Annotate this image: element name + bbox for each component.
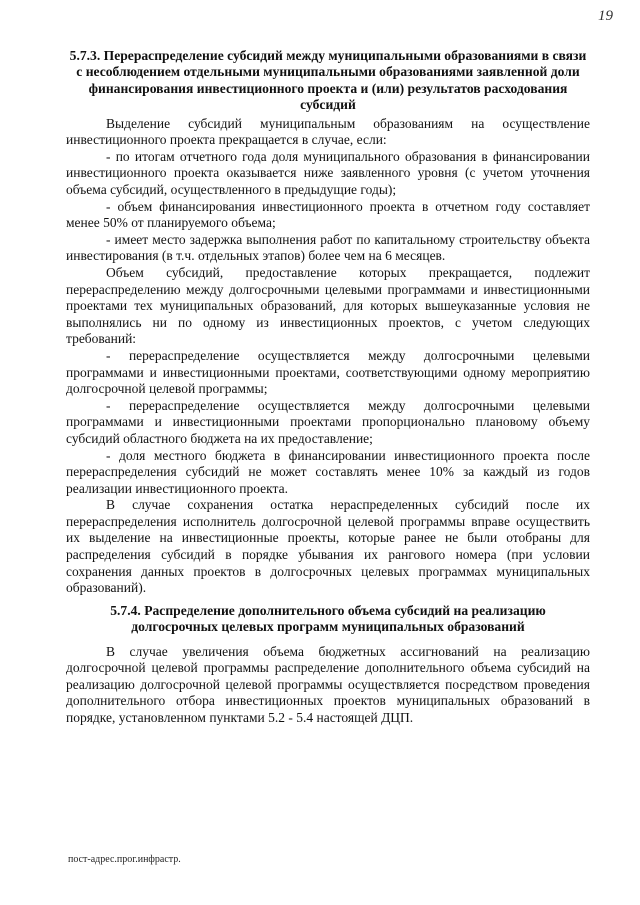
list-item: - доля местного бюджета в финансировании инвестиционного проекта после перераспределения субсидий не может составлять менее 10% за каждый из годов реализации инвестиционного проекта. xyxy=(66,447,590,496)
list-item: - перераспределение осуществляется между долгосрочными целевыми программами и инвестиционными проектами, соответствующими одному мероприятию долгосрочной целевой программы; xyxy=(66,347,590,397)
section-574-heading: 5.7.4. Распределение дополнительного объема субсидий на реализацию долгосрочных целевых программ муниципальных образований xyxy=(110,602,546,635)
footer-filename: пост-адрес.прог.инфрастр. xyxy=(68,854,181,865)
list-item: - перераспределение осуществляется между долгосрочными целевыми программами и инвестиционными проектами пропорционально плановому объему субсидий областного бюджета на их предоставление; xyxy=(66,397,590,446)
paragraph: Выделение субсидий муниципальным образованиям на осуществление инвестиционного проекта прекращается в случае, если: xyxy=(66,115,590,148)
section-573-heading: 5.7.3. Перераспределение субсидий между муниципальными образованиями в связи с несоблюдением отдельными муниципальными образованиями заявленной доли финансирования инвестиционного проекта и (или) результатов расходования субсидий xyxy=(69,48,587,113)
list-item: - имеет место задержка выполнения работ по капитальному строительству объекта инвестирования (в т.ч. отдельных этапов) более чем на 6 месяцев. xyxy=(66,231,590,264)
page-number: 19 xyxy=(598,8,613,24)
list-item: - объем финансирования инвестиционного проекта в отчетном году составляет менее 50% от планируемого объема; xyxy=(66,198,590,231)
list-item: - по итогам отчетного года доля муниципального образования в финансировании инвестиционного проекта оказывается ниже заявленного уровня (с учетом уточнения объема субсидий, осуществленного в предыдущие годы); xyxy=(66,148,590,197)
paragraph: В случае сохранения остатка нераспределенных субсидий после их перераспределения исполнитель долгосрочной целевой программы вправе осуществить их выделение на инвестиционные проекты, которые ранее не были отобраны для распределения субсидий в порядке убывания их рангового номера (при условии сохранения данных проектов в долгосрочных целевых программах муниципальных образований). xyxy=(66,497,590,596)
paragraph: В случае увеличения объема бюджетных ассигнований на реализацию долгосрочной целевой программы распределение дополнительного объема субсидий на реализацию долгосрочной целевой программы осуществляется посредством проведения дополнительного отбора инвестиционных проектов муниципальных образований в порядке, установленном пунктами 5.2 - 5.4 настоящей ДЦП. xyxy=(66,643,590,726)
document-body xyxy=(66,48,590,727)
paragraph: Объем субсидий, предоставление которых прекращается, подлежит перераспределению между долгосрочными целевыми программами и инвестиционными проектами тех муниципальных образований, для которых вышеуказанные условия не выполнялись ни по одному из инвестиционных проектов, с учетом следующих требований: xyxy=(66,264,590,347)
